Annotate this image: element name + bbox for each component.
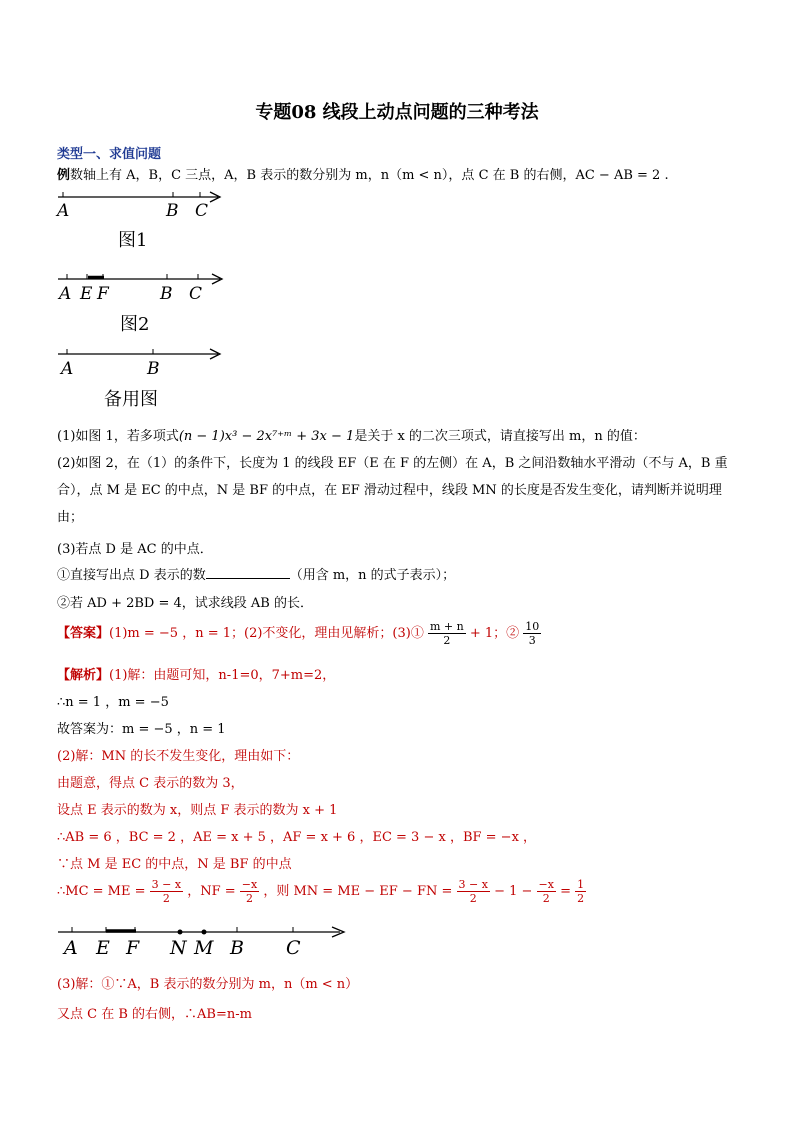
l9-f3-num: 3 − x: [458, 878, 488, 891]
fig4-label-f: F: [126, 937, 140, 959]
q3-1-text-a: ①直接写出点 D 表示的数: [57, 568, 206, 583]
fig4-label-a: A: [64, 937, 78, 959]
question-3: (3)若点 D 是 AC 的中点．: [57, 542, 213, 557]
fig2-label-a: A: [59, 284, 72, 304]
fig4-label-n: N: [170, 937, 187, 959]
fig3-caption: 备用图: [104, 389, 158, 410]
fig4-label-e: E: [96, 937, 110, 959]
fig2-label-c: C: [189, 284, 203, 304]
q3-1-text-b: （用含 m，n 的式子表示）；: [289, 568, 456, 583]
fig4-label-c: C: [286, 937, 301, 959]
fig2-label-b: B: [160, 284, 173, 304]
l9-b: ，NF =: [187, 884, 236, 899]
l9-c: ，则 MN = ME − EF − FN =: [263, 884, 453, 899]
frac1-num: m + n: [429, 620, 464, 633]
analysis-line-7: ∴AB = 6 ，BC = 2 ，AE = x + 5 ，AF = x + 6 ，EC = 3 − x ，BF = −x ，: [57, 830, 537, 845]
fig4-label-b: B: [230, 937, 244, 959]
l9-frac-2: [240, 878, 259, 905]
answer-line: [57, 620, 541, 647]
l9-frac-1: [150, 878, 183, 905]
l9-a: ∴MC = ME =: [57, 884, 146, 899]
analysis-line-3: 故答案为：m = −5 ，n = 1: [57, 722, 226, 737]
fig4-point-m: [202, 930, 207, 935]
l9-d: − 1 −: [494, 884, 533, 899]
answer-fraction-2: [523, 620, 541, 647]
analysis-line-9: [57, 878, 586, 905]
example-prefix: 例: [57, 168, 71, 183]
l9-f5-num: 1: [577, 878, 585, 891]
frac2-den: 3: [528, 634, 536, 647]
l9-f4-den: 2: [542, 892, 550, 905]
example-text: [57, 164, 669, 183]
page-title: 专题08 线段上动点问题的三种考法: [255, 102, 539, 123]
frac1-den: 2: [443, 634, 451, 647]
answer-part-2: + 1；②: [469, 626, 520, 641]
analysis-line-5: 由题意，得点 C 表示的数为 3，: [57, 776, 244, 791]
fig3-label-a: A: [61, 359, 74, 379]
l9-frac-4: [537, 878, 556, 905]
answer-tag: 【答案】: [57, 626, 110, 641]
fig2-label-f: F: [97, 284, 109, 304]
figure-3-number-line: [50, 343, 240, 413]
answer-blank[interactable]: [206, 566, 290, 579]
q1-polynomial: (n − 1)x³ − 2x⁷⁺ᵐ + 3x − 1: [178, 429, 355, 444]
fig1-label-a: A: [57, 201, 70, 221]
analysis-line-4: (2)解：MN 的长不发生变化，理由如下：: [57, 749, 300, 764]
figure-1-number-line: [50, 186, 240, 256]
question-3-2: ②若 AD + 2BD = 4，试求线段 AB 的长．: [57, 596, 313, 611]
figure-2-number-line: [50, 268, 240, 338]
l9-f5-den: 2: [577, 892, 585, 905]
answer-fraction-1: [428, 620, 466, 647]
analysis-line-10: (3)解：①∵A，B 表示的数分别为 m，n（m < n）: [57, 977, 359, 992]
l9-f1-num: 3 − x: [151, 878, 182, 891]
example-body: 数轴上有 A，B，C 三点，A，B 表示的数分别为 m，n（m < n），点 C 在 B 的右侧，AC − AB = 2 .: [70, 168, 669, 183]
l9-e: =: [560, 884, 572, 899]
l9-f3-den: 2: [469, 892, 477, 905]
question-2: (2)如图 2，在（1）的条件下，长度为 1 的线段 EF（E 在 F 的左侧）在 A，B 之间沿数轴水平滑动（不与 A，B 重合），点 M 是 EC 的中点，N 是 BF 的中点，在 EF 滑动过程中，线段 MN 的长度是否发生变化，请判断并说明理由；: [57, 456, 728, 525]
analysis-l1: (1)解：由题可知，n-1=0，7+m=2，: [109, 668, 336, 683]
l9-f1-den: 2: [162, 892, 170, 905]
frac2-num: 10: [525, 620, 540, 633]
fig4-point-n: [178, 930, 183, 935]
question-3-1: [57, 564, 455, 583]
figure-4-number-line: [50, 920, 360, 962]
fig1-caption: 图1: [118, 230, 148, 251]
l9-f4-num: −x: [538, 878, 554, 891]
l9-frac-3: [457, 878, 490, 905]
section-heading: 类型一、求值问题: [57, 147, 162, 162]
fig1-label-c: C: [195, 201, 209, 221]
l9-f2-num: −x: [241, 878, 258, 891]
l9-frac-5: [575, 878, 586, 905]
analysis-line-6: 设点 E 表示的数为 x，则点 F 表示的数为 x + 1: [57, 803, 338, 818]
question-1: [57, 425, 646, 444]
q1-text-b: 是关于 x 的二次三项式，请直接写出 m，n 的值：: [354, 429, 646, 444]
l9-f2-den: 2: [245, 892, 253, 905]
q1-text-a: (1)如图 1，若多项式: [57, 429, 179, 444]
analysis-line-1: [57, 664, 335, 683]
answer-part-1: (1)m = −5 ，n = 1；(2)不变化，理由见解析；(3)①: [109, 626, 424, 641]
fig4-label-m: M: [194, 937, 214, 959]
analysis-line-11: 又点 C 在 B 的右侧，∴AB=n-m: [57, 1007, 252, 1022]
fig2-label-e: E: [80, 284, 93, 304]
analysis-tag: 【解析】: [57, 668, 110, 683]
analysis-line-2: ∴n = 1 ，m = −5: [57, 695, 169, 710]
fig2-caption: 图2: [120, 314, 150, 335]
fig1-label-b: B: [166, 201, 179, 221]
fig3-label-b: B: [147, 359, 160, 379]
analysis-line-8: ∵点 M 是 EC 的中点，N 是 BF 的中点: [57, 857, 292, 872]
